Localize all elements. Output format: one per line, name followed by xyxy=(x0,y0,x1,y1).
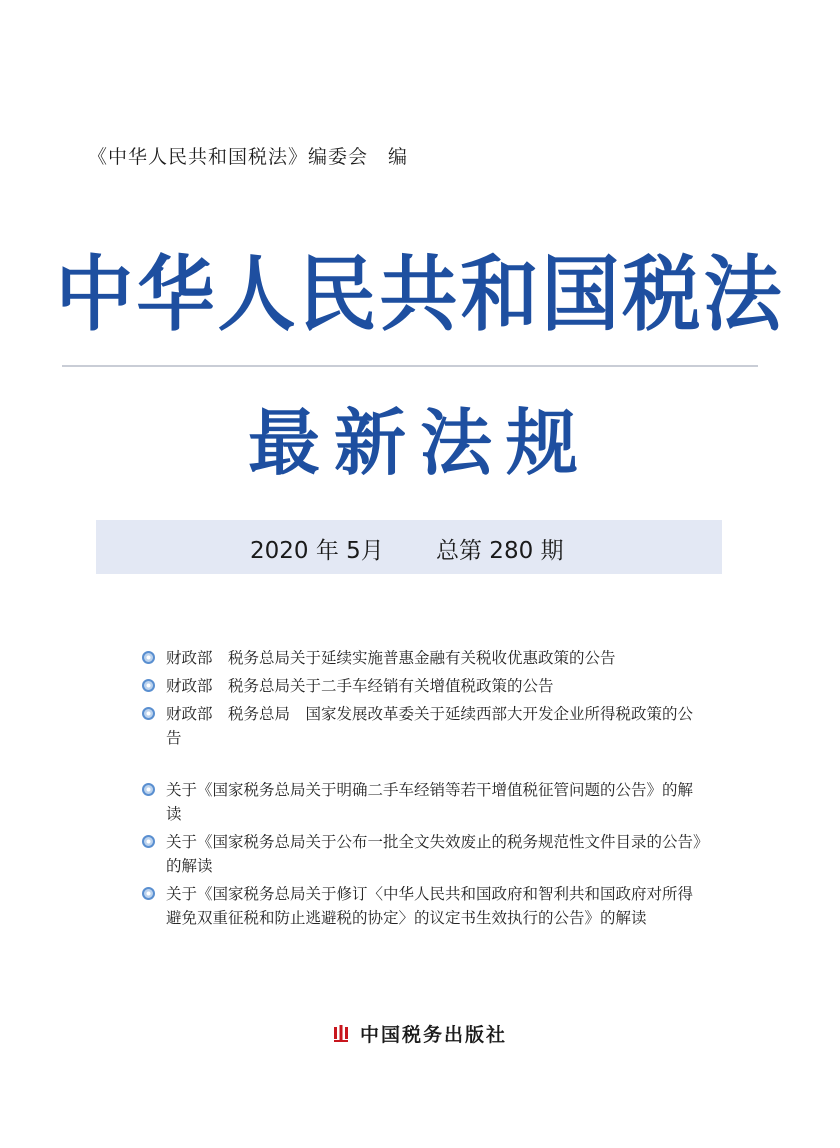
bullet-icon xyxy=(142,679,155,692)
publisher xyxy=(0,1020,840,1047)
bullet-icon xyxy=(142,835,155,848)
issue-date: 2020 年 5月 xyxy=(250,538,384,564)
contents-list-interpretations xyxy=(142,778,702,934)
publisher-logo-icon xyxy=(333,1025,349,1043)
issue-band xyxy=(96,520,722,574)
bullet-icon xyxy=(142,887,155,900)
bullet-icon xyxy=(142,707,155,720)
contents-list-policies xyxy=(142,646,702,754)
issue-number: 总第 280 期 xyxy=(436,538,564,564)
contents-item-text: 关于《国家税务总局关于修订〈中华人民共和国政府和智利共和国政府对所得避免双重征税和防止逃避税的协定〉的议定书生效执行的公告》的解读 xyxy=(166,885,694,927)
editor-line: 《中华人民共和国税法》编委会 编 xyxy=(88,146,409,168)
contents-item-text: 关于《国家税务总局关于公布一批全文失效废止的税务规范性文件目录的公告》的解读 xyxy=(166,833,701,875)
bullet-icon xyxy=(142,651,155,664)
title-divider xyxy=(62,365,758,367)
contents-item xyxy=(142,778,702,826)
contents-item-text: 财政部 税务总局 国家发展改革委关于延续西部大开发企业所得税政策的公告 xyxy=(166,705,694,747)
contents-item-text: 财政部 税务总局关于二手车经销有关增值税政策的公告 xyxy=(166,677,554,695)
contents-item xyxy=(142,674,702,698)
publisher-name: 中国税务出版社 xyxy=(360,1024,508,1046)
subtitle: 最新法规 xyxy=(247,401,592,485)
contents-item-text: 财政部 税务总局关于延续实施普惠金融有关税收优惠政策的公告 xyxy=(166,649,616,667)
main-title: 中华人民共和国税法 xyxy=(55,248,785,343)
contents-item xyxy=(142,830,702,878)
contents-item-text: 关于《国家税务总局关于明确二手车经销等若干增值税征管问题的公告》的解读 xyxy=(166,781,694,823)
contents-item xyxy=(142,646,702,670)
contents-item xyxy=(142,882,702,930)
bullet-icon xyxy=(142,783,155,796)
contents-item xyxy=(142,702,702,750)
